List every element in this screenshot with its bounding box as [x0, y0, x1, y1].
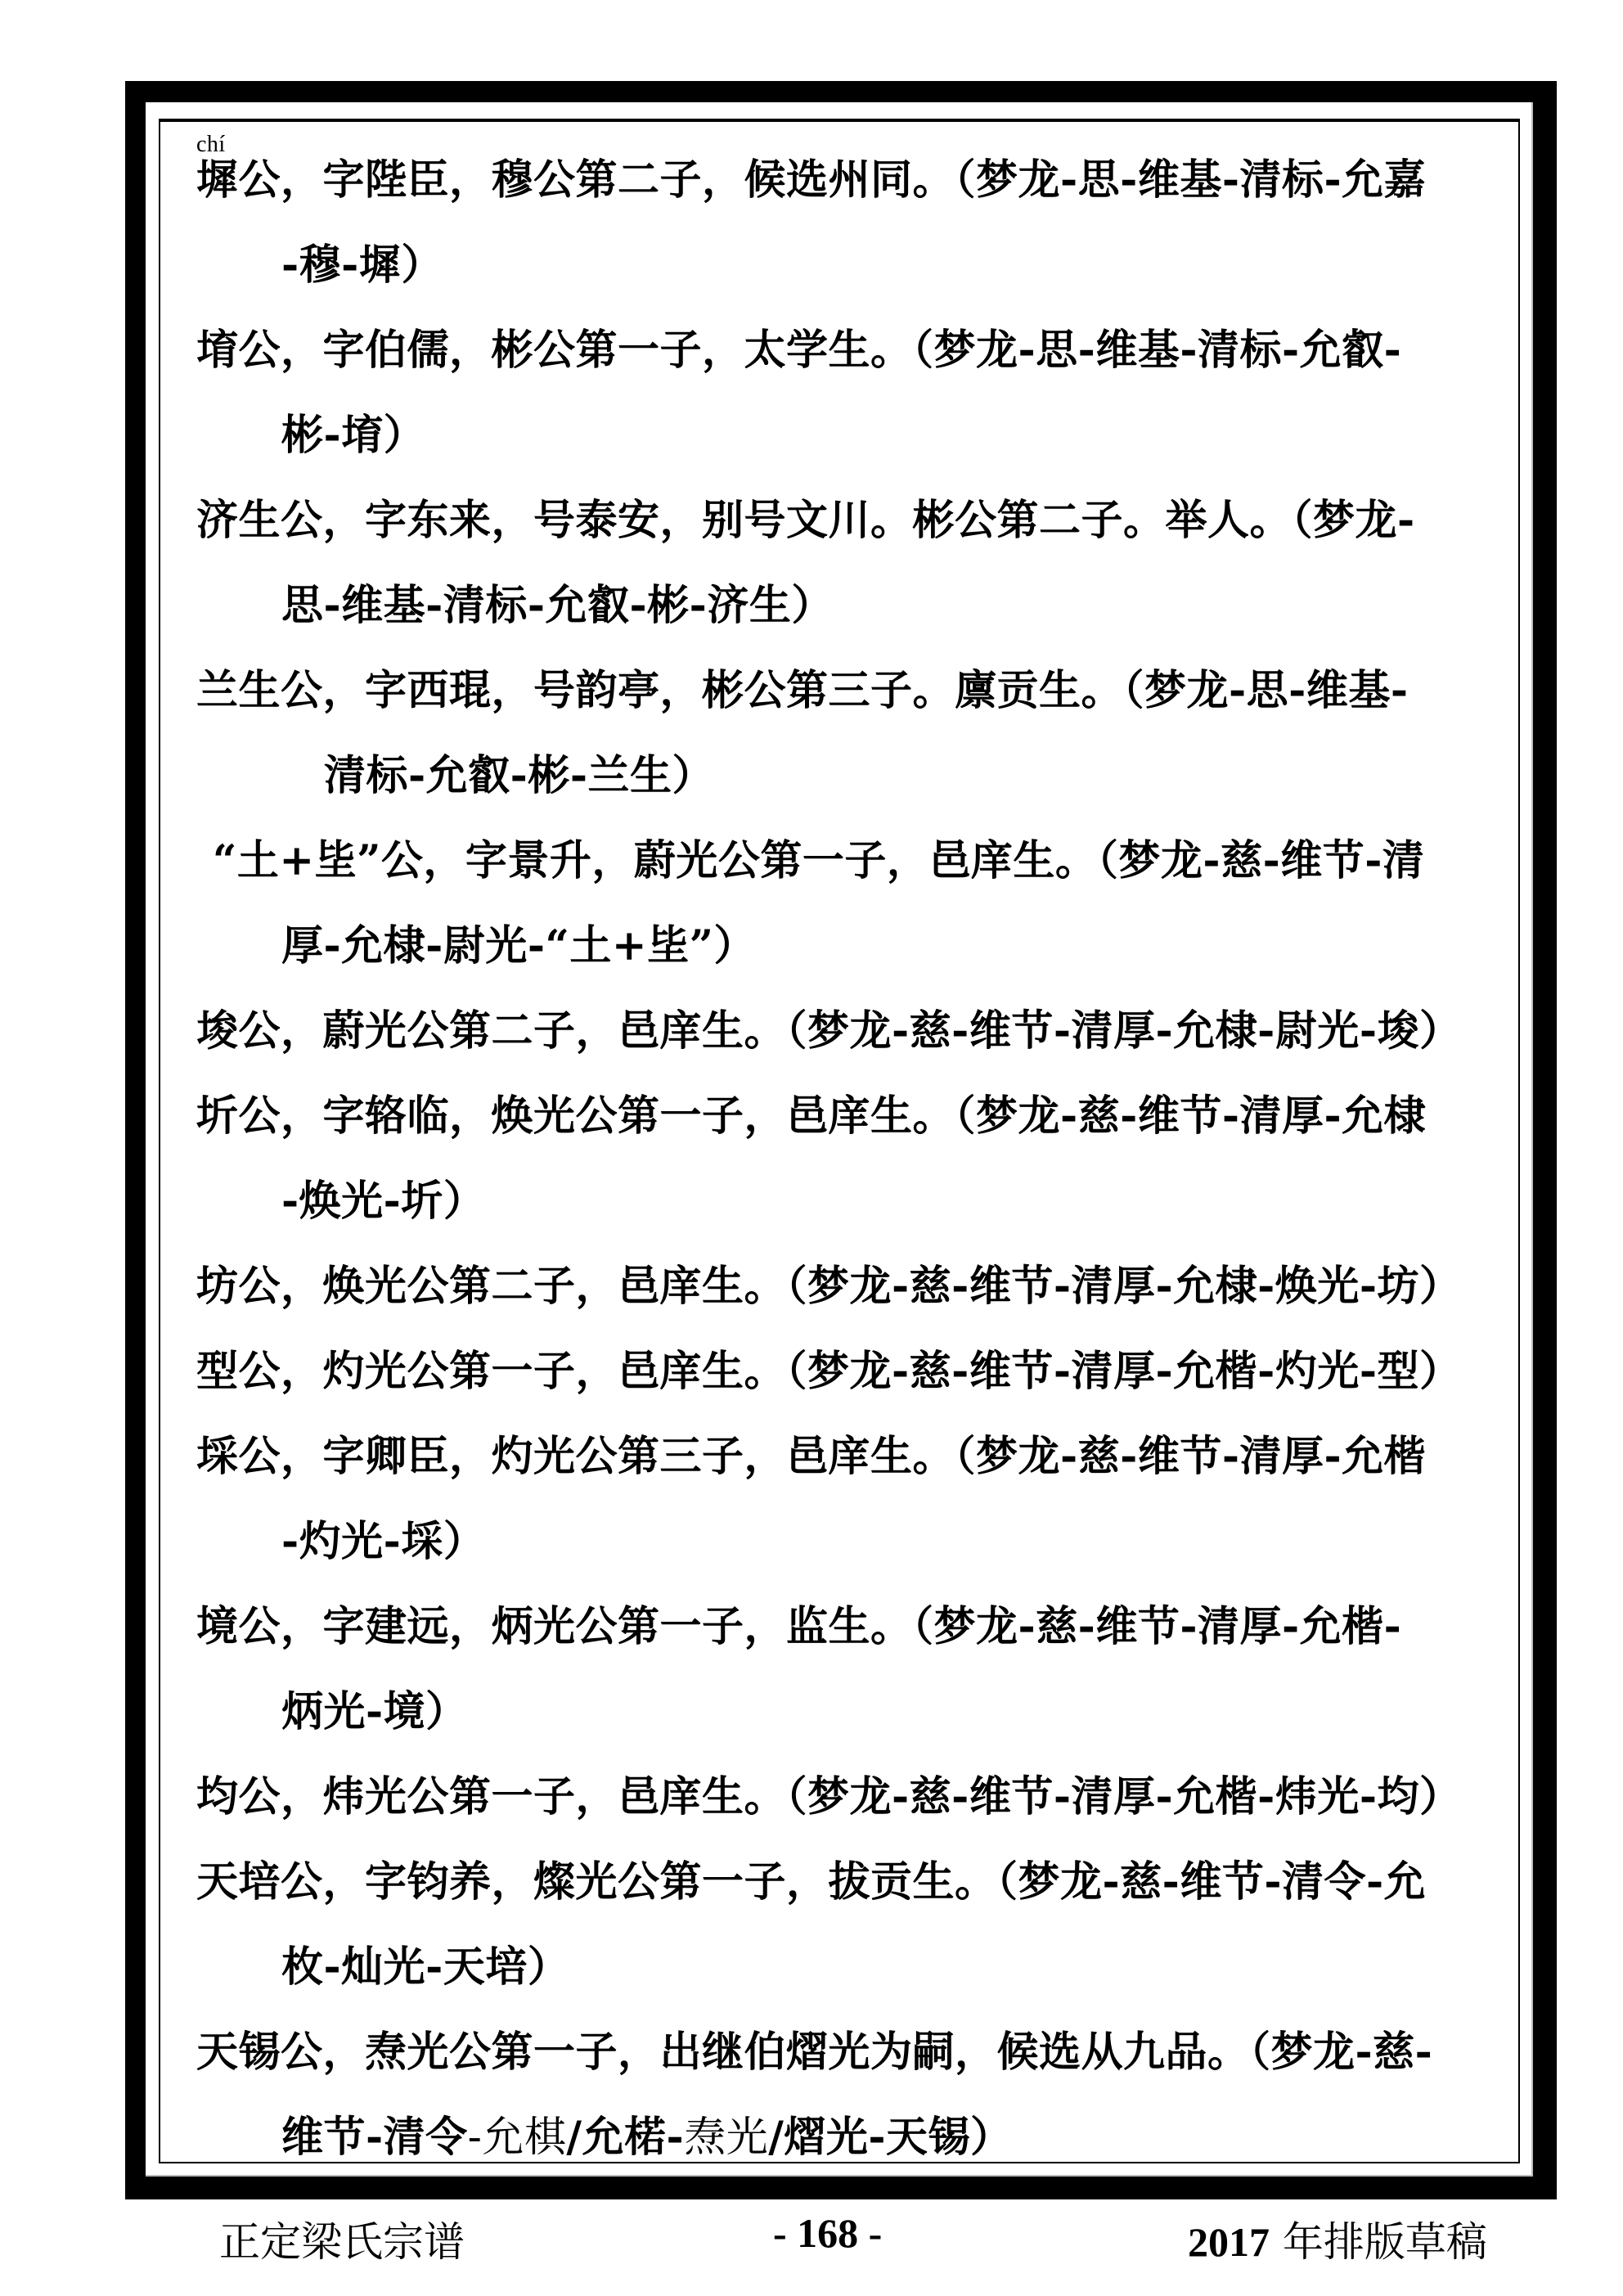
lineage-segment-light: -允棋 [467, 2114, 567, 2162]
genealogy-entry-line [196, 988, 1489, 1074]
entry-text: -灼光-埰） [281, 1517, 486, 1566]
entry-text: 厚-允棣-尉光-“土+坒”） [281, 921, 756, 970]
footer-year: 2017 [1188, 2219, 1270, 2265]
genealogy-entry-line [196, 2010, 1489, 2095]
genealogy-entry-line [196, 1244, 1489, 1329]
genealogy-line-last [196, 2095, 1489, 2180]
page-footer [0, 2209, 1623, 2267]
entry-text: 埈公，蔚光公第二子，邑庠生。（梦龙-慈-维节-清厚-允棣-尉光-埈） [196, 1006, 1462, 1056]
entry-text: -穆-墀） [281, 241, 443, 290]
entry-text: 墀公，字陛臣，穆公第二子，候选州同。（梦龙-思-维基-清标-允嘉 [196, 155, 1427, 205]
genealogy-entry-line [196, 1074, 1489, 1159]
footer-draft-note [1188, 2209, 1487, 2268]
genealogy-entry-line [196, 132, 1489, 223]
genealogy-entries [196, 132, 1489, 2095]
entry-text: 思-维基-清标-允叡-彬-济生） [281, 581, 834, 630]
entry-text: 埰公，字卿臣，灼光公第三子，邑庠生。（梦龙-慈-维节-清厚-允楷 [196, 1432, 1427, 1481]
entry-text: 型公，灼光公第一子，邑庠生。（梦龙-慈-维节-清厚-允楷-灼光-型） [196, 1347, 1462, 1396]
entry-text: 枚-灿光-天培） [281, 1943, 570, 1992]
footer-book-title: 正定梁氏宗谱 [219, 2218, 465, 2266]
entry-text: 堉公，字伯儒，彬公第一子，太学生。（梦龙-思-维基-清标-允叡- [196, 326, 1402, 375]
genealogy-text-block [196, 132, 1489, 2180]
genealogy-continuation-line [196, 733, 1489, 818]
genealogy-continuation-line [196, 1159, 1489, 1244]
lineage-segment: 维节-清令 [281, 2113, 468, 2162]
entry-text: 境公，字建远，炳光公第一子，监生。（梦龙-慈-维节-清厚-允楷- [196, 1602, 1402, 1651]
entry-text: 彬-堉） [281, 411, 426, 460]
entry-text: 兰生公，字西琨，号韵亭，彬公第三子。廪贡生。（梦龙-思-维基- [196, 666, 1409, 715]
entry-text: 炳光-境） [281, 1687, 468, 1736]
genealogy-entry-line [196, 648, 1489, 733]
entry-text: 天培公，字钧养，燦光公第一子，拔贡生。（梦龙-慈-维节-清令-允 [196, 1857, 1427, 1907]
pinyin-annotation: chí [196, 132, 226, 157]
entry-text: 济生公，字东来，号泰安，别号文川。彬公第二子。举人。（梦龙- [196, 496, 1415, 545]
entry-text: 坊公，焕光公第二子，邑庠生。（梦龙-慈-维节-清厚-允棣-焕光-坊） [196, 1262, 1462, 1311]
genealogy-continuation-line [196, 1669, 1489, 1754]
genealogy-entry-line [196, 308, 1489, 393]
genealogy-entry-line [196, 1414, 1489, 1499]
lineage-segment: /允楉- [566, 2113, 685, 2162]
genealogy-continuation-line [196, 563, 1489, 648]
footer-draft-label: 年排版草稿 [1270, 2218, 1487, 2266]
entry-text: 圻公，字辂临，焕光公第一子，邑庠生。（梦龙-慈-维节-清厚-允棣 [196, 1092, 1427, 1141]
entry-text: 均公，炜光公第一子，邑庠生。（梦龙-慈-维节-清厚-允楷-炜光-均） [196, 1772, 1462, 1821]
genealogy-continuation-line [196, 1925, 1489, 2010]
entry-text: 天锡公，焘光公第一子，出继伯熠光为嗣，候选从九品。（梦龙-慈- [196, 2028, 1433, 2077]
genealogy-entry-line [196, 1754, 1489, 1839]
genealogy-entry-line [196, 478, 1489, 563]
page-number: - 168 - [773, 2210, 883, 2256]
genealogy-entry-line [196, 1329, 1489, 1414]
genealogy-continuation-line [196, 1499, 1489, 1584]
entry-text: 清标-允叡-彬-兰生） [324, 751, 715, 800]
entry-text: “土+坒”公，字景升，蔚光公第一子，邑庠生。（梦龙-慈-维节-清 [213, 836, 1425, 885]
genealogy-continuation-line [196, 223, 1489, 308]
genealogy-entry-line [196, 1584, 1489, 1669]
genealogy-continuation-line [196, 393, 1489, 478]
lineage-segment-light: 焘光 [684, 2114, 769, 2162]
lineage-segment: /熠光-天锡） [768, 2113, 1013, 2162]
genealogy-entry-line [196, 818, 1489, 903]
genealogy-continuation-line [196, 903, 1489, 988]
entry-text: -焕光-圻） [281, 1177, 486, 1226]
genealogy-entry-line [196, 1839, 1489, 1925]
